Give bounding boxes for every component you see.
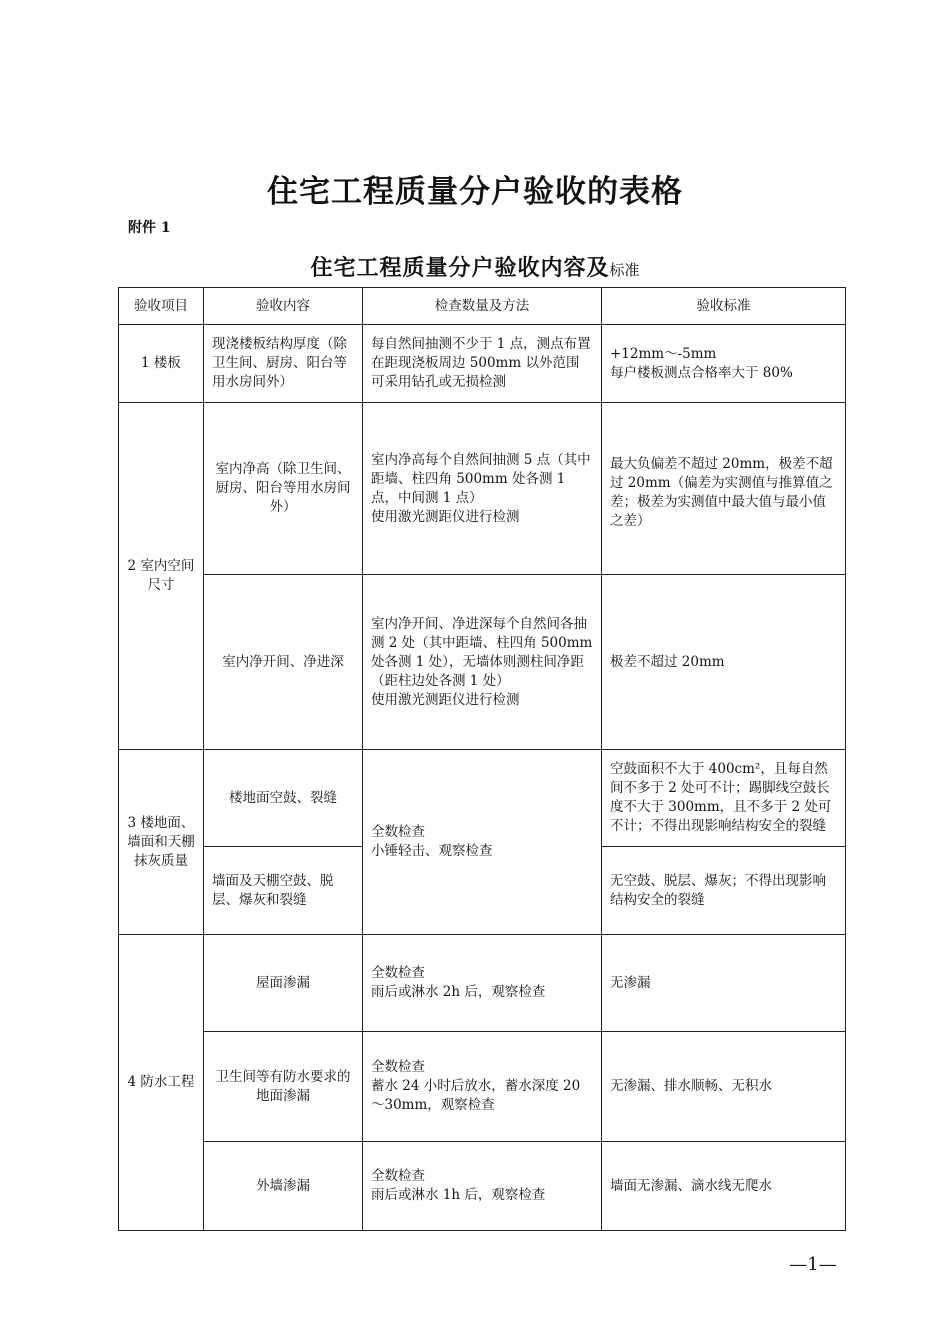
content-cell: 现浇楼板结构厚度（除卫生间、厨房、阳台等用水房间外） (204, 325, 363, 403)
method-cell (363, 935, 602, 1032)
table-row (119, 403, 846, 575)
table-row (119, 575, 846, 750)
table-header-row (119, 288, 846, 325)
table-row (119, 1032, 846, 1142)
standard-line: +12mm～-5mm (610, 345, 717, 362)
item-cell-waterproofing: 4 防水工程 (119, 935, 204, 1231)
method-line: 全数检查 (371, 965, 425, 981)
method-line: 全数检查 (371, 824, 425, 840)
method-cell (363, 403, 602, 575)
table-title (0, 251, 950, 282)
page-number: —1— (789, 1254, 837, 1275)
table-row (119, 750, 846, 847)
standard-cell: 空鼓面积不大于 400cm²，且每自然间不多于 2 处可不计；踢脚线空鼓长度不大于 300mm，且不多于 2 处可不计；不得出现影响结构安全的裂缝 (602, 750, 846, 847)
method-line: 蓄水 24 小时后放水，蓄水深度 20～30mm，观察检查 (371, 1078, 581, 1113)
standard-cell: 无空鼓、脱层、爆灰；不得出现影响结构安全的裂缝 (602, 847, 846, 935)
item-cell-floor-slab: 1 楼板 (119, 325, 204, 403)
content-cell: 卫生间等有防水要求的地面渗漏 (204, 1032, 363, 1142)
method-line: 每自然间抽测不少于 1 点，测点布置在距现浇板周边 500mm 以外范围 (371, 336, 591, 371)
table-title-suffix: 标准 (609, 261, 640, 279)
standard-cell: 极差不超过 20mm (602, 575, 846, 750)
method-line: 全数检查 (371, 1168, 425, 1184)
method-line: 雨后或淋水 2h 后，观察检查 (371, 984, 546, 1000)
method-cell (363, 750, 602, 935)
standard-line: 每户楼板测点合格率大于 80% (610, 364, 793, 381)
method-line: 雨后或淋水 1h 后，观察检查 (371, 1187, 546, 1203)
method-line: 使用激光测距仪进行检测 (371, 508, 520, 525)
acceptance-table (118, 287, 846, 1231)
content-cell: 楼地面空鼓、裂缝 (204, 750, 363, 847)
content-cell: 屋面渗漏 (204, 935, 363, 1032)
header-content: 验收内容 (204, 288, 363, 325)
document-title: 住宅工程质量分户验收的表格 (267, 174, 683, 210)
method-cell (363, 325, 602, 403)
table-title-main: 住宅工程质量分户验收内容及 (310, 255, 610, 281)
method-line: 使用激光测距仪进行检测 (371, 691, 520, 708)
standard-cell: 墙面无渗漏、滴水线无爬水 (602, 1142, 846, 1231)
content-cell: 室内净高（除卫生间、厨房、阳台等用水房间外） (204, 403, 363, 575)
header-method: 检查数量及方法 (363, 288, 602, 325)
content-cell: 墙面及天棚空鼓、脱层、爆灰和裂缝 (204, 847, 363, 935)
method-cell (363, 1142, 602, 1231)
standard-cell (602, 325, 846, 403)
content-cell: 室内净开间、净进深 (204, 575, 363, 750)
method-cell (363, 1032, 602, 1142)
method-line: 可采用钻孔或无损检测 (371, 374, 506, 390)
standard-cell: 无渗漏、排水顺畅、无积水 (602, 1032, 846, 1142)
item-cell-plastering: 3 楼地面、墙面和天棚抹灰质量 (119, 750, 204, 935)
header-standard: 验收标准 (602, 288, 846, 325)
method-line: 小锤轻击、观察检查 (371, 843, 493, 859)
method-line: 全数检查 (371, 1059, 425, 1075)
standard-cell: 最大负偏差不超过 20mm，极差不超过 20mm（偏差为实测值与推算值之差；极差为实测值中最大值与最小值之差） (602, 403, 846, 575)
item-cell-room-dimensions: 2 室内空间尺寸 (119, 403, 204, 750)
standard-cell: 无渗漏 (602, 935, 846, 1032)
table-row (119, 935, 846, 1032)
method-cell (363, 575, 602, 750)
attachment-label: 附件 1 (128, 220, 171, 236)
header-item: 验收项目 (119, 288, 204, 325)
table-row (119, 325, 846, 403)
method-line: 室内净开间、净进深每个自然间各抽测 2 处（其中距墙、柱四角 500mm 处各测 1 处），无墙体则测柱间净距（距柱边处各测 1 处） (371, 615, 593, 689)
content-cell: 外墙渗漏 (204, 1142, 363, 1231)
table-row (119, 1142, 846, 1231)
method-line: 室内净高每个自然间抽测 5 点（其中距墙、柱四角 500mm 处各测 1 点，中间测 1 点） (371, 451, 591, 506)
